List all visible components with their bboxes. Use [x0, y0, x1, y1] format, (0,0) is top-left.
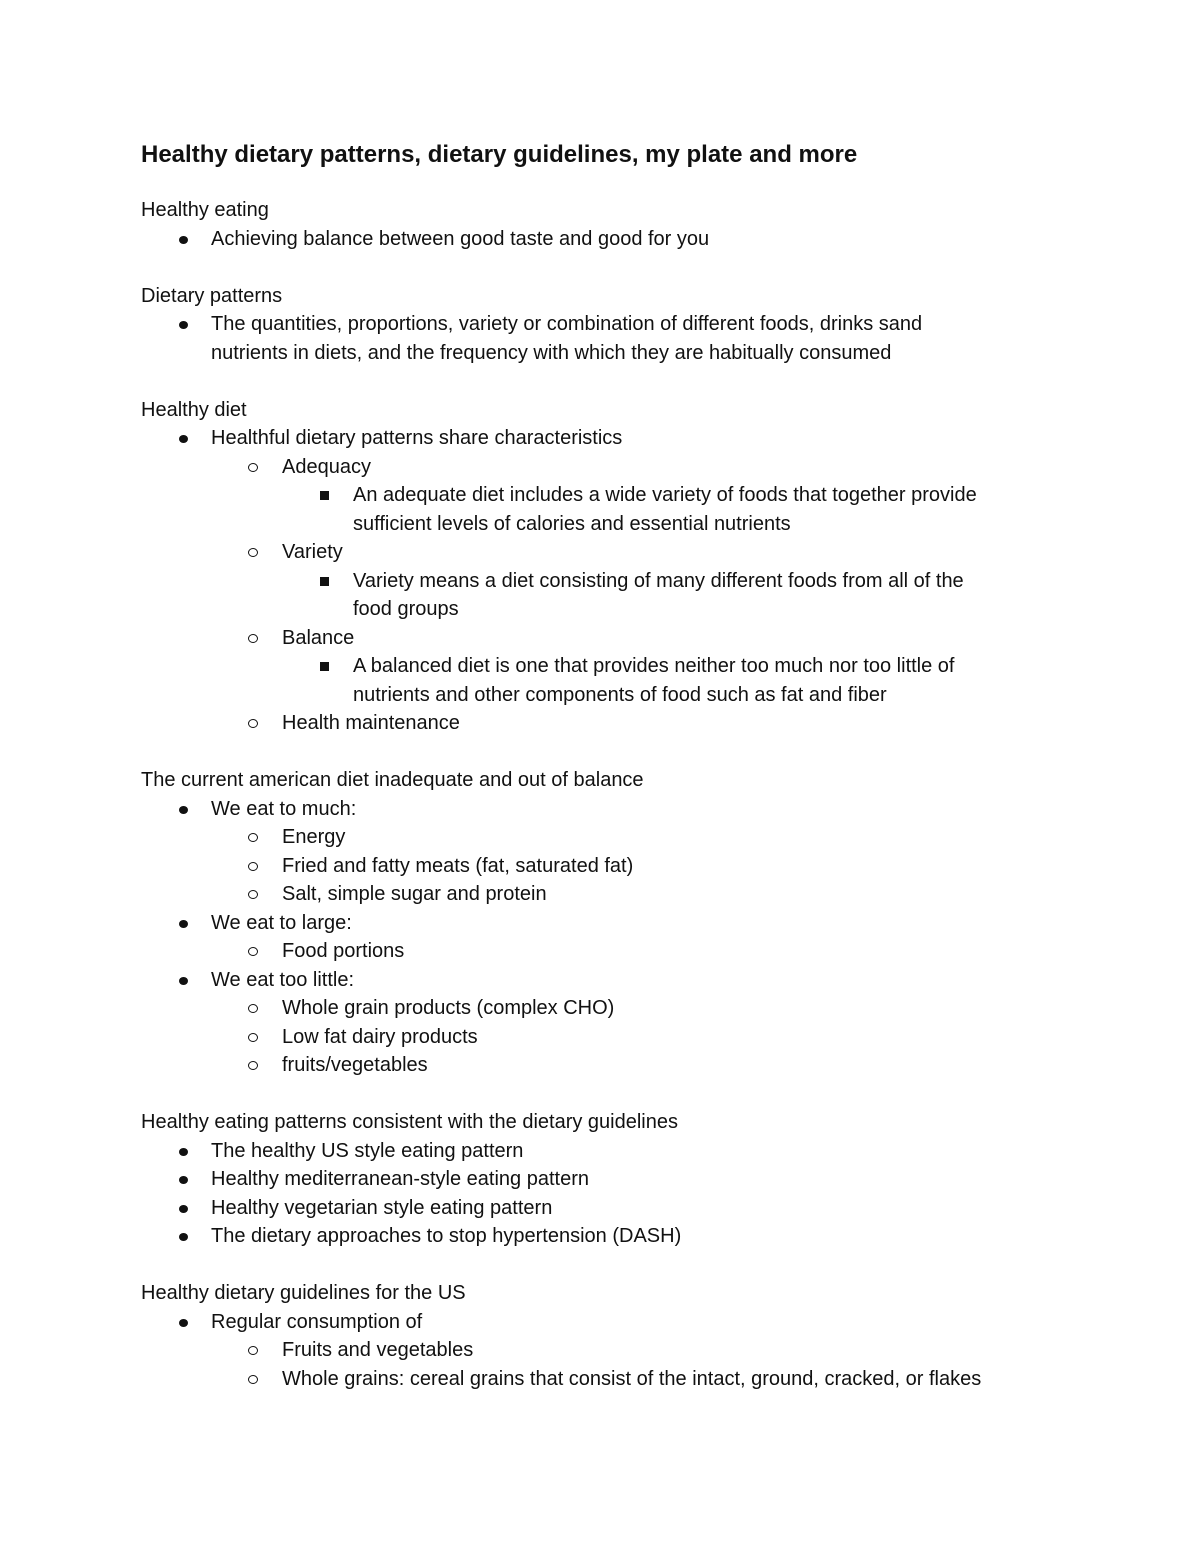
list-item	[141, 225, 1061, 254]
sub-list-item	[141, 1023, 1061, 1052]
bullet-list	[141, 310, 1061, 367]
section-eating-patterns	[141, 1108, 1061, 1251]
sub-list-item-text: Balance	[282, 626, 355, 649]
bullet-list	[141, 424, 1061, 453]
list-item	[141, 1137, 1061, 1166]
detail-item	[141, 567, 1061, 624]
detail-text-line: An adequate diet includes a wide variety of foods that together provide	[353, 484, 977, 506]
section-heading: The current american diet inadequate and out of balance	[141, 769, 644, 791]
list-item-text-line: nutrients in diets, and the frequency with which they are habitually consumed	[211, 341, 892, 364]
sub-list-item-text: Salt, simple sugar and protein	[282, 883, 547, 905]
section-heading: Healthy dietary guidelines for the US	[141, 1282, 466, 1304]
bullet-circle-icon	[248, 1004, 258, 1013]
sub-list-item-text: Variety	[282, 541, 343, 563]
list-item-text: We eat too little:	[211, 968, 355, 991]
list-item-text: Healthy vegetarian style eating pattern	[211, 1196, 553, 1219]
list-item-text-line: The quantities, proportions, variety or combination of different foods, drinks sand	[211, 313, 923, 335]
section-heading: Healthy diet	[141, 398, 247, 421]
sub-bullet-list	[141, 453, 1061, 482]
document-body	[141, 138, 1061, 1422]
bullet-list	[141, 1137, 1061, 1251]
sub-list-item	[141, 937, 1061, 966]
list-item-text: We eat to much:	[211, 797, 357, 820]
bullet-circle-icon	[248, 833, 258, 842]
page-title: Healthy dietary patterns, dietary guidelines, my plate and more	[141, 141, 858, 168]
section-heading: Healthy eating	[141, 199, 269, 221]
bullet-circle-icon	[248, 634, 258, 643]
list-item-text: The dietary approaches to stop hypertension (DASH)	[211, 1225, 682, 1247]
bullet-disc-icon	[179, 321, 188, 329]
detail-item	[141, 652, 1061, 709]
list-item	[141, 909, 1061, 938]
list-item	[141, 310, 1061, 367]
sub-sub-bullet-list	[141, 481, 1061, 538]
bullet-disc-icon	[179, 1176, 188, 1184]
list-item-text: Healthy mediterranean-style eating pattern	[211, 1168, 589, 1190]
bullet-disc-icon	[179, 1233, 188, 1241]
sub-bullet-list	[141, 823, 1061, 909]
list-item	[141, 1165, 1061, 1194]
detail-text-line: Variety means a diet consisting of many different foods from all of the	[353, 569, 964, 592]
bullet-circle-icon	[248, 947, 258, 956]
bullet-disc-icon	[179, 977, 188, 985]
bullet-disc-icon	[179, 1205, 188, 1213]
section-dietary-patterns	[141, 282, 1061, 368]
bullet-disc-icon	[179, 920, 188, 928]
sub-list-item	[141, 538, 1061, 567]
bullet-disc-icon	[179, 435, 188, 443]
bullet-list	[141, 1308, 1061, 1337]
sub-list-item	[141, 880, 1061, 909]
bullet-list	[141, 795, 1061, 824]
sub-list-item-text: fruits/vegetables	[282, 1054, 428, 1076]
sub-list-item-text: Adequacy	[282, 455, 371, 478]
sub-list-item	[141, 1051, 1061, 1080]
bullet-circle-icon	[248, 862, 258, 871]
sub-bullet-list	[141, 709, 1061, 738]
bullet-disc-icon	[179, 806, 188, 814]
sub-list-item	[141, 852, 1061, 881]
list-item-text: Regular consumption of	[211, 1310, 423, 1333]
list-item	[141, 1194, 1061, 1223]
sub-bullet-list	[141, 538, 1061, 567]
bullet-square-icon	[320, 662, 329, 671]
sub-list-item-text: Low fat dairy products	[282, 1025, 478, 1048]
section-heading: Dietary patterns	[141, 284, 283, 307]
sub-list-item	[141, 453, 1061, 482]
bullet-circle-icon	[248, 1375, 258, 1384]
detail-text-line: nutrients and other components of food such as fat and fiber	[353, 683, 887, 706]
sub-list-item	[141, 624, 1061, 653]
list-item	[141, 1222, 1061, 1251]
sub-sub-bullet-list	[141, 652, 1061, 709]
sub-list-item-text: Food portions	[282, 940, 405, 962]
bullet-circle-icon	[248, 1061, 258, 1070]
sub-list-item	[141, 709, 1061, 738]
sub-sub-bullet-list	[141, 567, 1061, 624]
bullet-square-icon	[320, 577, 329, 586]
bullet-circle-icon	[248, 1033, 258, 1042]
sub-list-item	[141, 1365, 1061, 1394]
bullet-disc-icon	[179, 1148, 188, 1156]
list-item-text: Achieving balance between good taste and good for you	[211, 227, 710, 250]
bullet-disc-icon	[179, 236, 188, 244]
sub-list-item-text: Energy	[282, 826, 346, 848]
section-heading: Healthy eating patterns consistent with the dietary guidelines	[141, 1111, 678, 1133]
sub-list-item	[141, 994, 1061, 1023]
bullet-circle-icon	[248, 548, 258, 557]
detail-text-line: food groups	[353, 598, 459, 620]
bullet-square-icon	[320, 491, 329, 500]
sub-list-item-text: Health maintenance	[282, 712, 460, 734]
bullet-circle-icon	[248, 719, 258, 728]
detail-text-line: sufficient levels of calories and essential nutrients	[353, 512, 791, 535]
section-us-guidelines	[141, 1279, 1061, 1393]
list-item-text: Healthful dietary patterns share characteristics	[211, 427, 623, 449]
bullet-circle-icon	[248, 1346, 258, 1355]
bullet-list	[141, 909, 1061, 938]
sub-list-item	[141, 823, 1061, 852]
sub-bullet-list	[141, 994, 1061, 1080]
list-item	[141, 966, 1061, 995]
list-item-text: The healthy US style eating pattern	[211, 1139, 524, 1162]
bullet-circle-icon	[248, 890, 258, 899]
bullet-circle-icon	[248, 463, 258, 472]
list-item-text: We eat to large:	[211, 911, 352, 934]
section-healthy-eating	[141, 196, 1061, 253]
sub-list-item-text: Fruits and vegetables	[282, 1339, 474, 1361]
bullet-list	[141, 225, 1061, 254]
sub-bullet-list	[141, 624, 1061, 653]
detail-item	[141, 481, 1061, 538]
list-item	[141, 424, 1061, 453]
detail-text-line: A balanced diet is one that provides neither too much nor too little of	[353, 655, 955, 677]
bullet-disc-icon	[179, 1319, 188, 1327]
sub-list-item-text: Fried and fatty meats (fat, saturated fat)	[282, 854, 634, 877]
sub-list-item-text: Whole grains: cereal grains that consist of the intact, ground, cracked, or flakes	[282, 1367, 982, 1390]
bullet-list	[141, 966, 1061, 995]
section-healthy-diet	[141, 396, 1061, 738]
list-item	[141, 1308, 1061, 1337]
section-american-diet	[141, 766, 1061, 1080]
sub-list-item	[141, 1336, 1061, 1365]
sub-bullet-list	[141, 1336, 1061, 1393]
list-item	[141, 795, 1061, 824]
sub-list-item-text: Whole grain products (complex CHO)	[282, 997, 615, 1019]
sub-bullet-list	[141, 937, 1061, 966]
